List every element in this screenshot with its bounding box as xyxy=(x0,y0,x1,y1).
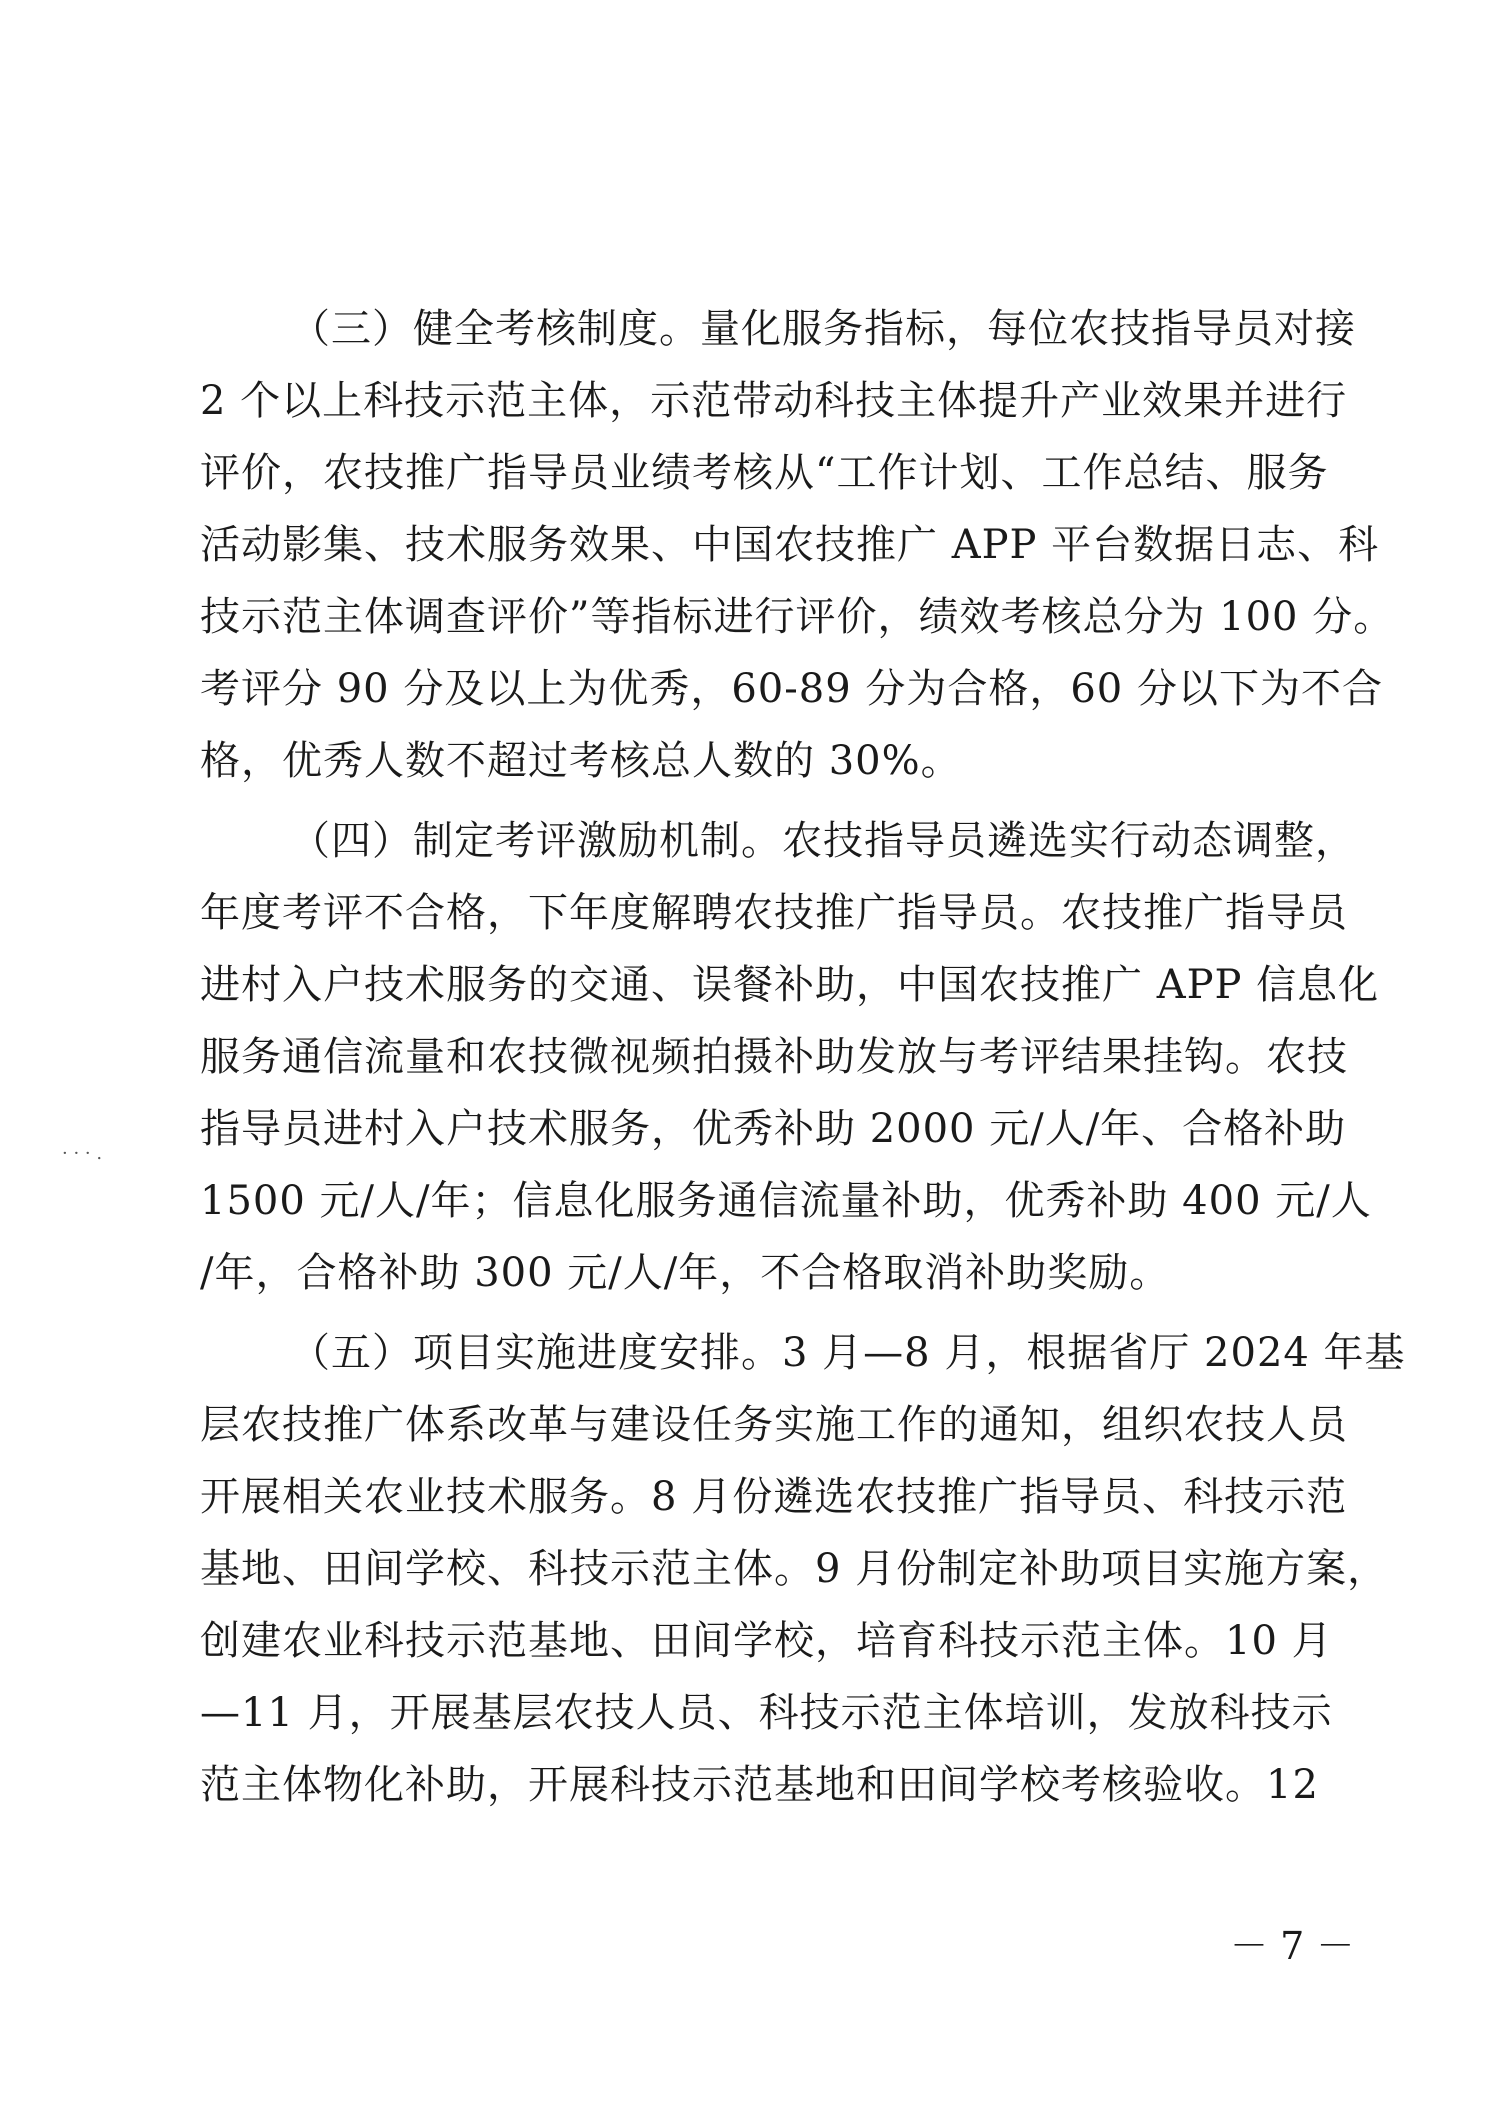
page-number: － 7 － xyxy=(1230,1924,1355,1968)
paragraph-1-line-6: 考评分 90 分及以上为优秀，60-89 分为合格，60 分以下为不合 xyxy=(200,666,1383,712)
margin-mark: · · · . xyxy=(62,1143,103,1164)
paragraph-2-line-3: 进村入户技术服务的交通、误餐补助，中国农技推广 APP 信息化 xyxy=(200,962,1380,1008)
paragraph-3-line-5: 创建农业科技示范基地、田间学校，培育科技示范主体。10 月 xyxy=(200,1618,1333,1664)
paragraph-2-line-4: 服务通信流量和农技微视频拍摄补助发放与考评结果挂钩。农技 xyxy=(200,1034,1348,1080)
paragraph-3-line-4: 基地、田间学校、科技示范主体。9 月份制定补助项目实施方案， xyxy=(200,1546,1389,1592)
paragraph-1-line-7: 格，优秀人数不超过考核总人数的 30%。 xyxy=(200,738,962,784)
paragraph-2-line-1: （四）制定考评激励机制。农技指导员遴选实行动态调整， xyxy=(290,818,1356,864)
paragraph-3-line-7: 范主体物化补助，开展科技示范基地和田间学校考核验收。12 xyxy=(200,1762,1319,1808)
paragraph-1-line-1: （三）健全考核制度。量化服务指标，每位农技指导员对接 xyxy=(290,306,1356,352)
paragraph-2-line-2: 年度考评不合格，下年度解聘农技推广指导员。农技推广指导员 xyxy=(200,890,1348,936)
paragraph-2-line-5: 指导员进村入户技术服务，优秀补助 2000 元/人/年、合格补助 xyxy=(200,1106,1347,1152)
paragraph-3-line-1: （五）项目实施进度安排。3 月—8 月，根据省厅 2024 年基 xyxy=(290,1330,1406,1376)
paragraph-2-line-6: 1500 元/人/年；信息化服务通信流量补助，优秀补助 400 元/人 xyxy=(200,1178,1372,1224)
paragraph-1-line-2: 2 个以上科技示范主体，示范带动科技主体提升产业效果并进行 xyxy=(200,378,1348,424)
paragraph-1-line-3: 评价，农技推广指导员业绩考核从“工作计划、工作总结、服务 xyxy=(200,450,1329,496)
paragraph-1-line-5: 技示范主体调查评价”等指标进行评价，绩效考核总分为 100 分。 xyxy=(200,594,1395,640)
paragraph-2-line-7: /年，合格补助 300 元/人/年，不合格取消补助奖励。 xyxy=(200,1250,1171,1296)
paragraph-1-line-4: 活动影集、技术服务效果、中国农技推广 APP 平台数据日志、科 xyxy=(200,522,1380,568)
paragraph-3-line-2: 层农技推广体系改革与建设任务实施工作的通知，组织农技人员 xyxy=(200,1402,1348,1448)
paragraph-3-line-6: —11 月，开展基层农技人员、科技示范主体培训，发放科技示 xyxy=(200,1690,1333,1736)
paragraph-3-line-3: 开展相关农业技术服务。8 月份遴选农技推广指导员、科技示范 xyxy=(200,1474,1348,1520)
